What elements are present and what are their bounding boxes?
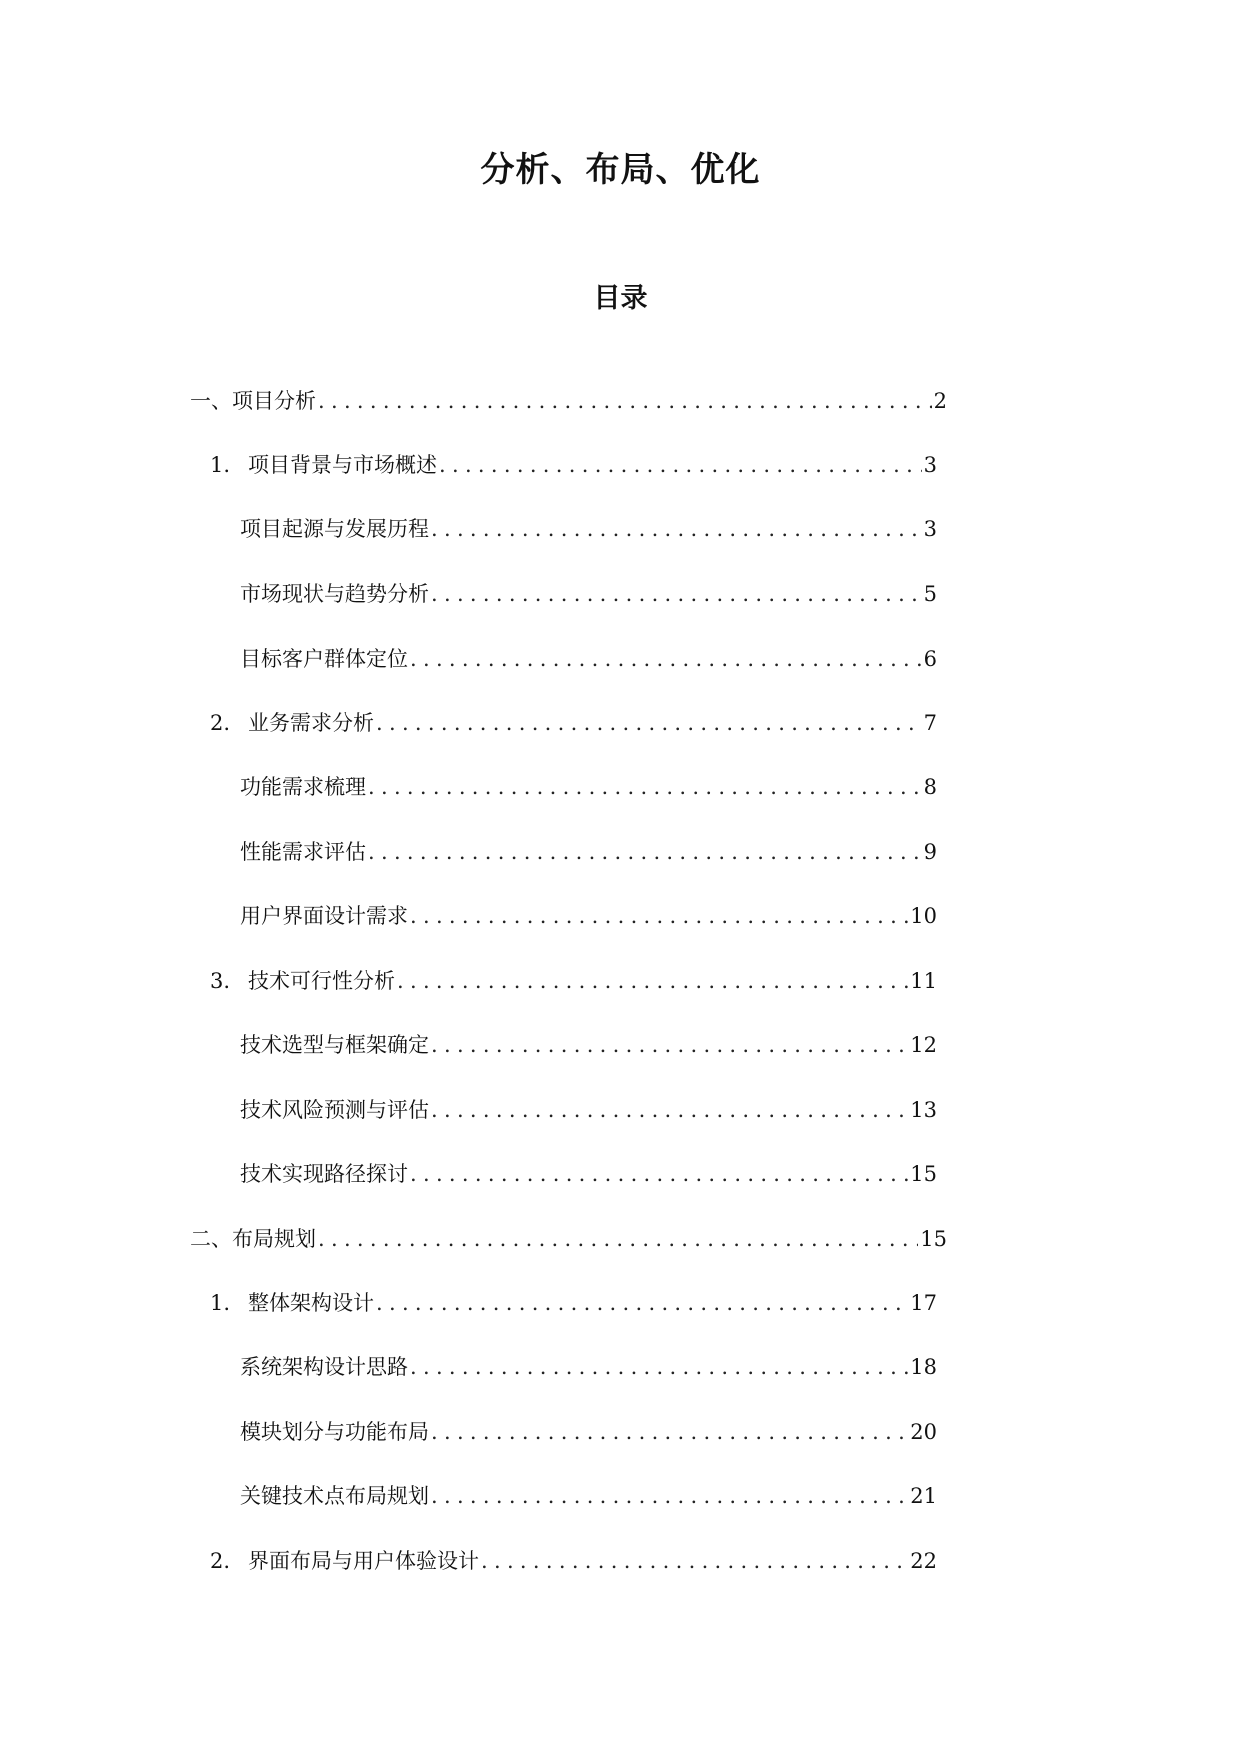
toc-entry-page: 22 [910, 1549, 937, 1573]
toc-entry-page: 15 [920, 1227, 947, 1251]
toc-entry-label: 模块划分与功能布局 [240, 1420, 429, 1444]
toc-entry-section[interactable] [210, 1546, 937, 1576]
toc-entry-label: 功能需求梳理 [240, 775, 366, 799]
toc-entry-page: 20 [910, 1420, 937, 1444]
toc-leader-dots [439, 450, 922, 480]
toc-entry-label: 项目起源与发展历程 [240, 517, 429, 541]
toc-entry-section[interactable] [210, 966, 937, 996]
toc-entry-page: 6 [923, 647, 937, 671]
toc-entry-label: 界面布局与用户体验设计 [248, 1549, 479, 1573]
toc-entry-label: 关键技术点布局规划 [240, 1484, 429, 1508]
toc-leader-dots [410, 644, 922, 674]
toc-entry-label: 二、布局规划 [190, 1227, 316, 1251]
toc-entry-page: 18 [910, 1355, 937, 1379]
toc-entry-label: 用户界面设计需求 [240, 904, 408, 928]
toc-leader-dots [368, 772, 922, 802]
toc-entry-number: 3. [210, 969, 231, 993]
toc-entry-section[interactable] [210, 1288, 937, 1318]
toc-leader-dots [431, 1417, 908, 1447]
toc-leader-dots [481, 1546, 908, 1576]
toc-entry-label: 技术风险预测与评估 [240, 1098, 429, 1122]
toc-entry-subsection[interactable] [240, 1159, 937, 1189]
toc-entry-number: 1. [210, 453, 231, 477]
toc-entry-page: 10 [910, 904, 937, 928]
toc-entry-subsection[interactable] [240, 1352, 937, 1382]
toc-entry-page: 8 [923, 775, 937, 799]
toc-leader-dots [431, 1095, 908, 1125]
toc-entry-page: 3 [923, 517, 937, 541]
toc-leader-dots [318, 386, 932, 416]
toc-leader-dots [376, 1288, 908, 1318]
toc-entry-page: 12 [910, 1033, 937, 1057]
toc-leader-dots [376, 708, 922, 738]
toc-entry-subsection[interactable] [240, 837, 937, 867]
toc-leader-dots [368, 837, 922, 867]
toc-entry-page: 13 [910, 1098, 937, 1122]
toc-entry-label: 整体架构设计 [248, 1291, 374, 1315]
toc-leader-dots [318, 1224, 918, 1254]
toc-leader-dots [410, 901, 908, 931]
toc-entry-page: 5 [923, 582, 937, 606]
toc-entry-label: 技术实现路径探讨 [240, 1162, 408, 1186]
toc-entry-section[interactable] [210, 708, 937, 738]
toc-leader-dots [397, 966, 908, 996]
toc-leader-dots [410, 1159, 908, 1189]
toc-entry-page: 7 [923, 711, 937, 735]
toc-entry-number: 1. [210, 1291, 231, 1315]
toc-entry-page: 3 [923, 453, 937, 477]
toc-entry-section[interactable] [210, 450, 937, 480]
toc-entry-label: 市场现状与趋势分析 [240, 582, 429, 606]
toc-leader-dots [431, 579, 922, 609]
toc-entry-page: 11 [910, 969, 937, 993]
toc-entry-subsection[interactable] [240, 1030, 937, 1060]
toc-leader-dots [410, 1352, 908, 1382]
toc-entry-label: 技术可行性分析 [248, 969, 395, 993]
toc-entry-subsection[interactable] [240, 514, 937, 544]
toc-entry-chapter[interactable] [190, 1224, 947, 1254]
toc-entry-label: 性能需求评估 [240, 840, 366, 864]
toc-entry-chapter[interactable] [190, 386, 947, 416]
toc-entry-label: 技术选型与框架确定 [240, 1033, 429, 1057]
toc-entry-number: 2. [210, 1549, 231, 1573]
toc-entry-subsection[interactable] [240, 901, 937, 931]
toc-leader-dots [431, 514, 922, 544]
document-title: 分析、布局、优化 [480, 150, 761, 190]
toc-entry-page: 15 [910, 1162, 937, 1186]
toc-entry-label: 一、项目分析 [190, 389, 316, 413]
toc-leader-dots [431, 1481, 908, 1511]
toc-leader-dots [431, 1030, 908, 1060]
toc-entry-label: 项目背景与市场概述 [248, 453, 437, 477]
toc-entry-label: 系统架构设计思路 [240, 1355, 408, 1379]
toc-entry-subsection[interactable] [240, 1095, 937, 1125]
toc-entry-page: 9 [923, 840, 937, 864]
toc-entry-page: 21 [910, 1484, 937, 1508]
toc-entry-label: 目标客户群体定位 [240, 647, 408, 671]
toc-entry-number: 2. [210, 711, 231, 735]
toc-entry-label: 业务需求分析 [248, 711, 374, 735]
toc-heading: 目录 [593, 283, 648, 314]
toc-entry-subsection[interactable] [240, 1481, 937, 1511]
toc-entry-page: 2 [933, 389, 947, 413]
toc-entry-subsection[interactable] [240, 644, 937, 674]
toc-entry-subsection[interactable] [240, 772, 937, 802]
toc-entry-subsection[interactable] [240, 579, 937, 609]
toc-entry-subsection[interactable] [240, 1417, 937, 1447]
toc-entry-page: 17 [910, 1291, 937, 1315]
